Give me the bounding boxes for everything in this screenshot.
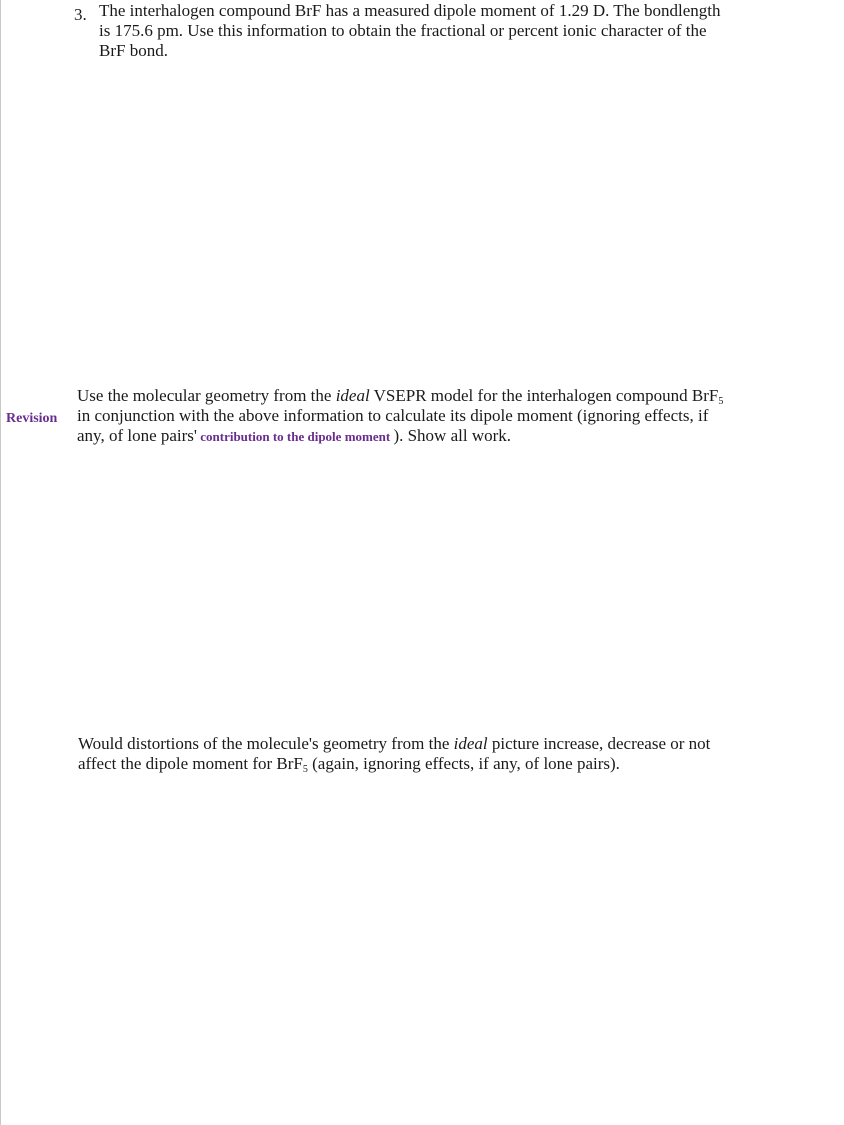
page-left-edge	[0, 0, 1, 1125]
question-line-1: The interhalogen compound BrF has a measured dipole moment of 1.29 D. The bondlength	[99, 1, 721, 20]
ideal-emphasis: ideal	[335, 386, 370, 405]
part-c-line-1-start: Would distortions of the molecule's geometry from the	[78, 734, 454, 753]
part-c-line-2-start: affect the dipole moment for BrF	[78, 754, 303, 773]
part-c-line-2	[78, 754, 798, 774]
question-line-2: is 175.6 pm. Use this information to obtain the fractional or percent ionic character of the	[99, 21, 707, 40]
question-text	[99, 1, 799, 61]
part-c-text	[78, 734, 798, 774]
subscript-5: 5	[718, 396, 724, 407]
part-b-line-3-start: any, of lone pairs'	[77, 426, 197, 445]
part-b-line-3-end: ). Show all work.	[393, 426, 512, 445]
part-c-line-1	[78, 734, 798, 754]
part-b-line-1-start: Use the molecular geometry from the	[77, 386, 336, 405]
part-b-line-1-end: VSEPR model for the interhalogen compound BrF	[369, 386, 719, 405]
part-c-line-1-end: picture increase, decrease or not	[487, 734, 711, 753]
subscript-5: 5	[302, 764, 308, 775]
part-b-line-1	[77, 386, 797, 406]
part-c-line-2-end: (again, ignoring effects, if any, of lone pairs).	[307, 754, 620, 773]
revision-inserted-text: contribution to the dipole moment	[196, 429, 394, 444]
part-b-line-3	[77, 426, 797, 447]
part-b-line-2: in conjunction with the above information to calculate its dipole moment (ignoring effects, if	[77, 406, 709, 425]
revision-label: Revision	[6, 411, 58, 426]
question-number: 3.	[74, 5, 87, 24]
question-line-3: BrF bond.	[99, 41, 168, 60]
part-b-text	[77, 386, 797, 447]
ideal-emphasis: ideal	[453, 734, 488, 753]
